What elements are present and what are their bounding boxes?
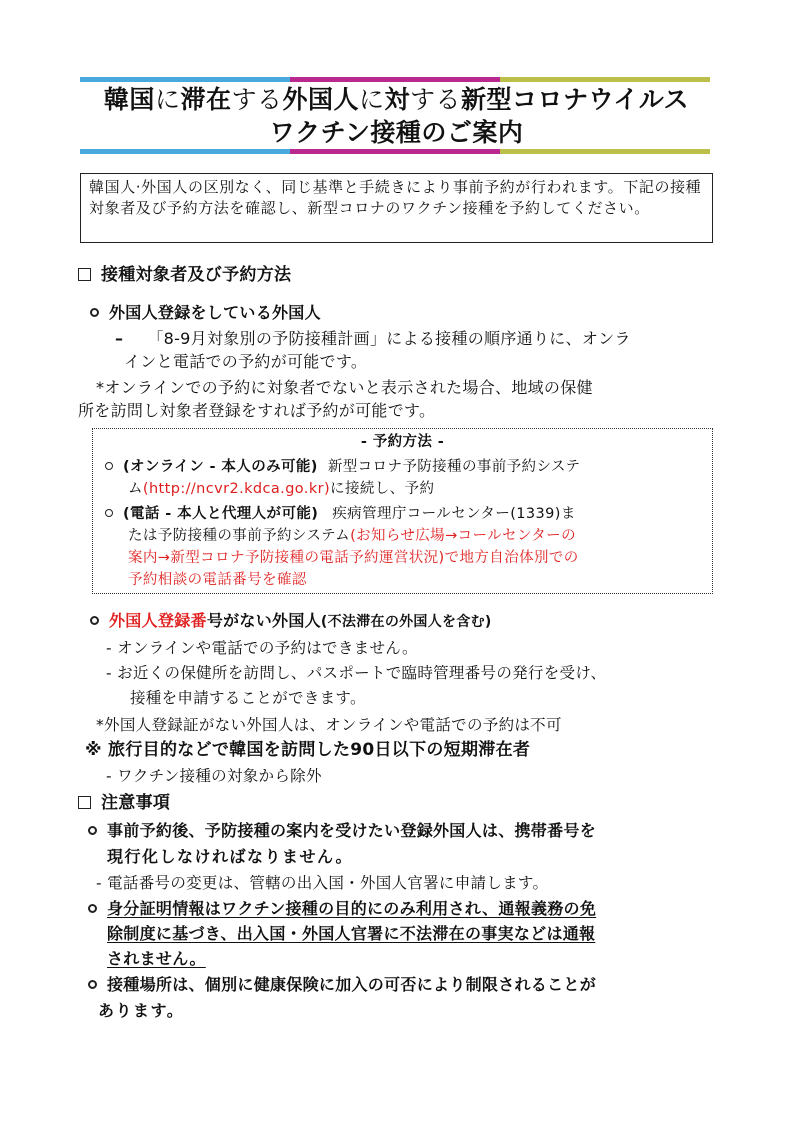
phone-method-line4: 予約相談の電話番号を確認 (128, 572, 307, 588)
unregistered-note: *外国人登録証がない外国人は、オンラインや電話での予約は不可 (96, 716, 562, 734)
title-fragment: する (410, 85, 462, 114)
online-note-line2: 所を訪問し対象者登録をすれば予約が可能です。 (78, 401, 436, 420)
caution-item2-line3: されません。 (107, 949, 206, 968)
circle-bullet-icon (90, 616, 99, 625)
subheading-registered-text: 外国人登録をしている外国人 (109, 303, 321, 322)
circle-bullet-icon (88, 980, 97, 989)
intro-notice-box: 韓国人·外国人の区別なく、同じ基準と手続きにより事前予約が行われます。下記の接種対象者及び予約方法を確認し、新型コロナのワクチン接種を予約してください。 (80, 173, 713, 243)
reservation-method-title: - 予約方法 - (360, 434, 445, 450)
title-fragment: に (359, 85, 385, 114)
caution-item2-line1 (88, 897, 596, 921)
title-fragment: 新型コロナウイルス (461, 85, 690, 114)
subheading-unregistered-paren: (不法滞在の外国人を含む) (320, 614, 492, 630)
section1-heading (78, 263, 291, 287)
phone-method-line2 (128, 525, 576, 547)
circle-bullet-icon (105, 509, 113, 517)
caution-item2-text: 身分証明情報はワクチン接種の目的にのみ利用され、通報義務の免 (107, 899, 597, 918)
bottom-bar-olive (500, 149, 710, 154)
title-fragment: 対 (384, 85, 411, 114)
registered-item-line2: インと電話での予約が可能です。 (124, 352, 368, 371)
top-bar-blue (80, 77, 290, 82)
bottom-bar-blue (80, 149, 290, 154)
title-fragment: 滞在 (180, 85, 232, 114)
short-stay-heading: ※ 旅行目的などで韓国を訪問した90日以下の短期滞在者 (85, 740, 531, 760)
subheading-unregistered-red: 外国人登録番 (109, 611, 207, 630)
caution-item1-line1 (88, 819, 596, 843)
top-bar-magenta (290, 77, 500, 82)
title-fragment: 外国人 (282, 85, 359, 114)
phone-method-text: たは予防接種の事前予約システム (128, 528, 351, 544)
page-title-line2: ワクチン接種のご案内 (269, 118, 524, 147)
section1-heading-text: 接種対象者及び予約方法 (101, 265, 292, 285)
caution-item3-line2: あります。 (98, 1001, 185, 1020)
online-method-line2 (128, 478, 434, 500)
phone-method-label: (電話 - 本人と代理人が可能) (123, 506, 319, 522)
section2-heading-text: 注意事項 (101, 793, 171, 813)
circle-bullet-icon (88, 826, 97, 835)
caution-item1-sub: - 電話番号の変更は、管轄の出入国・外国人官署に申請します。 (96, 874, 549, 892)
online-method-text: 新型コロナ予防接種の事前予約システ (327, 459, 581, 475)
title-fragment: する (231, 85, 283, 114)
short-stay-item: - ワクチン接種の対象から除外 (106, 767, 322, 785)
circle-bullet-icon (105, 462, 113, 470)
bottom-bar-magenta (290, 149, 500, 154)
title-fragment: 韓国 (103, 85, 155, 114)
caution-item2-line2: 除制度に基づき、出入国・外国人官署に不法滞在の事実などは通報 (107, 924, 596, 943)
subheading-registered (90, 301, 321, 325)
circle-bullet-icon (88, 904, 97, 913)
reservation-method-box (92, 428, 713, 594)
caution-item3-text: 接種場所は、個別に健康保険に加入の可否により制限されることが (107, 975, 597, 994)
online-method-text: に接続し、予約 (330, 481, 435, 497)
phone-method-line1 (105, 503, 576, 525)
caution-item3-line1 (88, 973, 596, 997)
circle-bullet-icon (90, 308, 99, 317)
registered-item-text: 「8-9月対象別の予防接種計画」による接種の順序通りに、オンラ (147, 329, 631, 348)
registered-item-line1 (115, 327, 631, 351)
subheading-unregistered (90, 609, 492, 634)
top-bar-olive (500, 77, 710, 82)
online-method-line1 (105, 456, 580, 478)
section2-heading (78, 791, 170, 815)
subheading-unregistered-text: 号がない外国人 (206, 611, 321, 630)
unregistered-item2-line2: 接種を申請することができます。 (130, 689, 366, 707)
page-title-line1 (60, 84, 733, 116)
unregistered-item2-line1: - お近くの保健所を訪問し、パスポートで臨時管理番号の発行を受け、 (106, 664, 607, 682)
caution-item1-text: 事前予約後、予防接種の案内を受けたい登録外国人は、携帯番号を (107, 821, 597, 840)
title-fragment: に (154, 85, 181, 114)
phone-method-text: 疾病管理庁コールセンター(1339)ま (332, 506, 576, 522)
online-method-label: (オンライン - 本人のみ可能) (123, 459, 318, 475)
caution-item1-line2: 現行化しなければなりません。 (107, 847, 353, 866)
online-note-line1: *オンラインでの予約に対象者でないと表示された場合、地域の保健 (96, 378, 593, 397)
phone-method-line3: 案内→新型コロナ予防接種の電話予約運営状況)で地方自治体別での (128, 550, 579, 566)
unregistered-item1: - オンラインや電話での予約はできません。 (106, 639, 418, 657)
online-method-text: ム (128, 481, 143, 497)
checkbox-square-icon (78, 268, 91, 281)
dash-bullet: – (115, 329, 124, 348)
checkbox-square-icon (78, 796, 91, 809)
phone-method-red-text: (お知らせ広場→コールセンターの (350, 528, 576, 544)
reservation-system-link[interactable]: (http://ncvr2.kdca.go.kr) (142, 481, 331, 497)
